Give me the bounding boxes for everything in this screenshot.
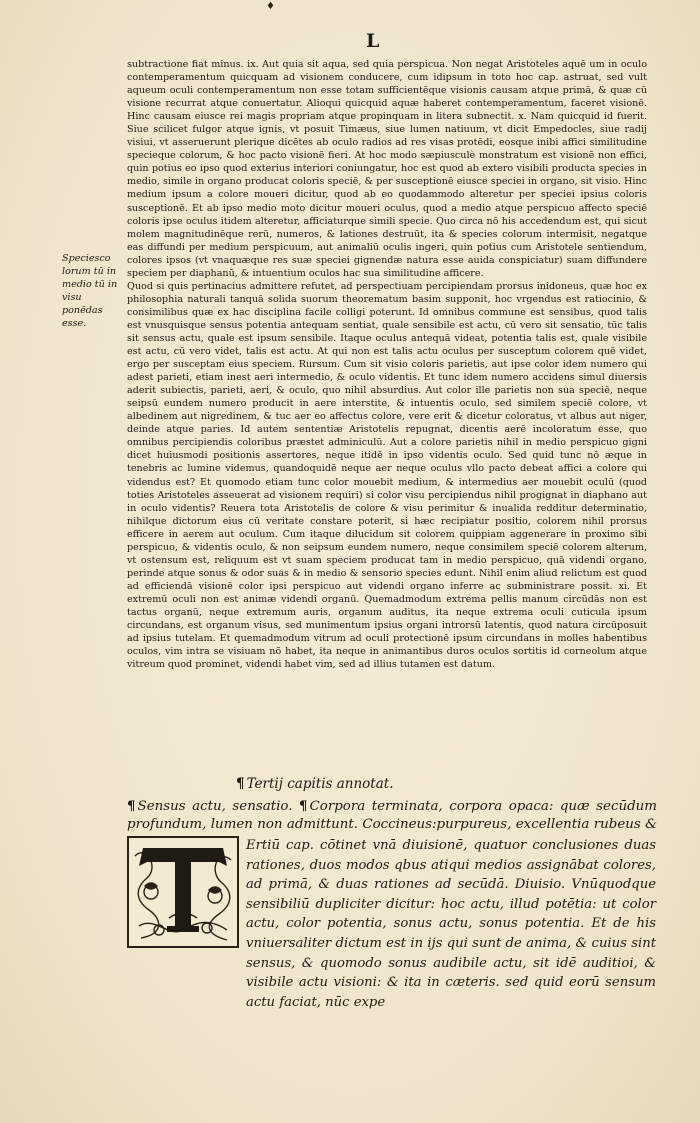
page-ornament: ♦ — [266, 1, 275, 12]
gloss-text-3: purpureus, excellentia rubeus & — [436, 816, 657, 832]
margin-note: Speciesco lorum tū in medio tū in visu ponēdas esse. — [62, 253, 118, 329]
section-heading — [236, 775, 656, 793]
section-heading-text: Tertij capitis annotat. — [246, 776, 394, 792]
pilcrow-mark: ¶ — [298, 798, 308, 814]
gloss-term-1: Sensus actu, — [137, 799, 226, 814]
decorated-initial — [127, 836, 239, 948]
gloss-term-3: Coccineus: — [362, 816, 437, 832]
gloss-text-2: corpora opaca: quæ secūdum profundum, lumen non admittunt. — [127, 799, 657, 832]
pilcrow-mark: ¶ — [127, 798, 136, 814]
folio-number: L — [366, 30, 381, 52]
main-text-block — [127, 58, 647, 671]
gloss-term-2: Corpora terminata, — [309, 799, 443, 814]
commentary-text: Ertiū cap. cōtinet vnā diuisionē, quatuor conclusiones duas rationes, duos modos qbus atiqui medios assignābat colores, ad primā, & duas rationes ad secūdā. Diuisio. Vnūquodque sensibiliū dupliciter dicitur: hoc actu, illud potētia: ut color actu, color potentia, sonus actu, sonus potentia. Et de his vniuersaliter dictum est in ijs qui sunt de anima, & cuius sint sensus, & quomodo sonus audibile actu, sit idē auditioi, & visibile actu visioni: & ita in cæteris. sed quid eorū sensum actu faciat, nūc expe — [246, 838, 656, 1010]
initial-letter: T — [183, 858, 184, 859]
gloss-text-1: sensatio. — [232, 799, 293, 814]
main-paragraph-2: Quod si quis pertinacius admittere refutet, ad perspectiuam percipiendam prorsus inidoneus, quæ hoc ex philosophia naturali tanquā solida suorum theorematum basim supponit, hoc vrgendus est ratiocinio, & consimilibus quæ ex hac disciplina facile colligi poterunt. Id omnibus commune est sensibus, quod talis est vnusquisque sensus potentia antequam sentiat, quale sensibile est actu, cū vero sit sensatio, tūc talis sit sensus actu, quale est ipsum sensibile. Itaque oculus antequā videat, potentia talis est, quale visibile est actu, cū vero videt, talis est actu. At qui non est talis actu oculus per susceptum colorem quē videt, ergo per susceptam eius speciem. Rursum. Cum sit visio coloris parietis, aut ipse color idem numero qui adest parieti, etiam inest aeri intermedio, & oculo videntis. Et tunc idem numero accidens simul diuersis aderit subiectis, parieti, aeri, & oculo, quo nihil absurdius. Aut color ille parietis non sua speciē, neque seipsū eundem numero producit in aere interstite, & intuentis oculo, sed similem speciē colore, vt albedinem aut nigredinem, & tuc aer eo affectus colore, vere erit & dicetur coloratus, vt albus aut niger, deinde atque paries. Id autem sententiæ Aristotelis repugnat, dicentis aerē incoloratum esse, quo omnibus percipiendis coloribus præstet adminiculū. Aut a colore parietis nihil in medio perspicuo gigni dicet huiusmodi positionis assertores, neque itidē in ipso videntis oculo. Sed quid tunc nō æque in tenebris ac lumine videmus, quandoquidē neque aer neque oculus vllo pacto debeat affici a colore qui videndus est? Et quomodo etiam tunc color mouebit medium, & intermedius aer mouebit oculū (quod toties Aristoteles asseuerat ad visionem requiri) si color visu percipiendus nihil progignat in diaphano aut in oculo videntis? Reuera tota Aristotelis de colore & visu perimitur & inualida redditur determinatio, nihilque dictorum eius cū veritate constare poterit, si hæc recipiatur positio, colorem nihil prorsus efficere in aerem aut oculum. Cum itaque dilucidum sit colorem quippiam aggenerare in proximo sibi perspicuo, & videntis oculo, & non seipsum eundem numero, neque consimilem speciē colorem alterum, vt ostensum est, reliquum est vt suam speciem producat tam in medio perspicuo, quā videndi organo, perinde atque sonus & odor suas & in medio & sensorio species edunt. Nihil enim aliud relictum est quod ad efficiendā visionē color ipsi perspicuo aut videndi organo inferre ac subministrare possit. xi. Et extremū oculi non est animæ videndi organū. Quemadmodum extrema pellis manum circūdās non est tactus organū, neque extremum auris, organum auditus, ita neque extrema oculi cuticula ipsum circundans, est organum visus, sed munimentum ipsius organi introrsū latentis, quod natura circūposuit ad ipsius tutelam. Et quemadmodum vitrum ad oculi protectionē ipsum circundans in molles habentibus oculos, vim intra se visiuam nō habet, ita neque in animantibus duros oculos sortitis id corneolum atque vitreum quod prominet, videndi habet vim, sed ad illius tutamen est datum. — [127, 280, 647, 671]
decorated-initial-art — [129, 838, 237, 946]
main-paragraph-1: subtractione fiat minus. ix. Aut quia sit aqua, sed quia perspicua. Non negat Aristoteles aquē um in oculo contemperamentum quicquam ad visionem conducere, cum idipsum in toto hoc cap. astruat, sed vult aqueum oculi contemperamentum non esse totam sufficientēque visionis causam atque primā, & quæ cū visione recurrat atque conuertatur. Alioqui quicquid aquæ haberet contemperamentum, faceret visionē. Hinc causam eiusce rei magis propriam atque propinquam in litera subnectit. x. Nam quicquid id fuerit. Siue scilicet fulgor atque ignis, vt posuit Timæus, siue lumen natiuum, vt dicit Empedocles, siue radij visiui, vt asseruerunt plerique dicētes ab oculo radios ad res visas protēdi, eosque inibi affici similitudine specieque colorum, & hoc pacto visionē fieri. At hoc modo sæpiusculè monstratum est visionē non effici, quin potius eo ipso quod exterius interiori coniungatur, hoc est quod ab extero visibili producta species in medio, simile in organo producat coloris speciē, & per susceptionē eiusce speciei in organo, sit visio. Hinc medium ipsum a colore moueri dicitur, quod ab eo quodammodo alteretur per speciei ipsius coloris susceptionē. Et ab ipso medio moto dicitur moueri oculus, quod a medio atque perspicuo affecto speciē coloris ipse oculus itidem alteretur, afficiaturque simili specie. Quo circa nō his accedendum est, qui sicut molem magnitudinēque rerū, numeros, & lationes destruūt, ita & species colorum intermisit, negatque eas diffundi per medium perspicuum, aut animaliū oculis ingeri, quin potius cum Aristotele sentiendum, colores ipsos (vt vnaquæque res suæ speciei gignendæ natura esse auida conspiciatur) suam diffundere speciem per diaphanū, & intuentium oculos hac sua similitudine afficere. — [127, 59, 647, 279]
pilcrow-mark: ¶ — [236, 776, 245, 792]
